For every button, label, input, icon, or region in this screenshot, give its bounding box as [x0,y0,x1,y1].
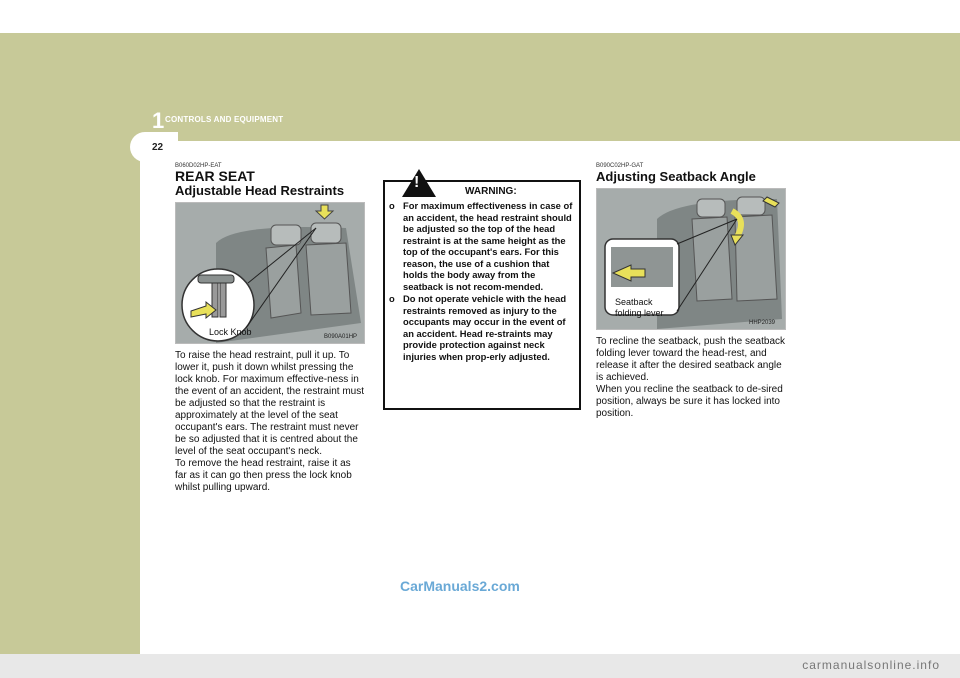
header-band [0,33,960,141]
seatback-figure [596,188,786,330]
section-code: B060D02HP-EAT [175,163,222,169]
bullet: o [389,200,395,211]
footer-text: carmanualsonline.info [802,658,940,672]
chapter-title: CONTROLS AND EQUIPMENT [165,115,284,124]
warning-text: Do not operate vehicle with the head restraints removed as injury to the occupants may occur in the event of an accident. Head re-straints may provide protection against neck injuries when prop-erly adjusted. [403,293,567,362]
chapter-number: 1 [152,108,165,133]
section-heading: REAR SEAT [175,168,255,184]
watermark: CarManuals2.com [400,578,520,594]
paragraph: To raise the head restraint, pull it up. To lower it, push it down whilst pressing the lock knob. For maximum effective-ness in the event of an accident, the restraint must be adjusted so that the restraint is approximately at the level of the seat occupant's ears. The restraint must never be so adjusted that it is centred about the level of the seat occupant's neck. [175,350,364,457]
paragraph: To remove the head restraint, raise it as far as it can go then press the lock knob whilst pulling upward. [175,458,352,493]
left-column [175,163,365,494]
warning-title: WARNING: [465,186,517,197]
seatback-lever-label [615,297,664,319]
warning-list [389,200,575,363]
paragraph: To recline the seatback, push the seatback folding lever toward the head-rest, and release it after the desired seatback angle is achieved. [596,336,786,383]
warning-text: For maximum effectiveness in case of an accident, the head restraint should be adjusted so the top of the head restraint is at the same height as the top of the occupant's ears. For this reason, the use of a cushion that holds the body away from the seatback is not recom-mended. [403,200,573,292]
figure-code: B090A01HP [324,334,358,340]
rear-seat-illustration [176,203,364,343]
warning-item [389,200,575,292]
warning-box [383,174,581,410]
section-subheading: Adjustable Head Restraints [175,183,345,198]
bullet: o [389,293,395,304]
head-restraint-figure [175,202,365,344]
body-text [175,350,365,494]
body-text [596,336,786,420]
section-code: B090C02HP-GAT [596,163,644,169]
figure-code: HHP2039 [749,320,776,326]
label-line-2: folding lever [615,308,664,318]
left-margin-band [0,141,140,654]
paragraph: When you recline the seatback to de-sired position, always be sure it has locked into position. [596,384,783,419]
page-number: 22 [152,142,164,153]
right-column [596,163,786,420]
label-line-1: Seatback [615,297,653,307]
warning-glyph: ! [414,174,420,191]
lock-knob-label: Lock Knob [209,327,252,337]
section-heading: Adjusting Seatback Angle [596,169,756,184]
warning-item [389,293,575,362]
